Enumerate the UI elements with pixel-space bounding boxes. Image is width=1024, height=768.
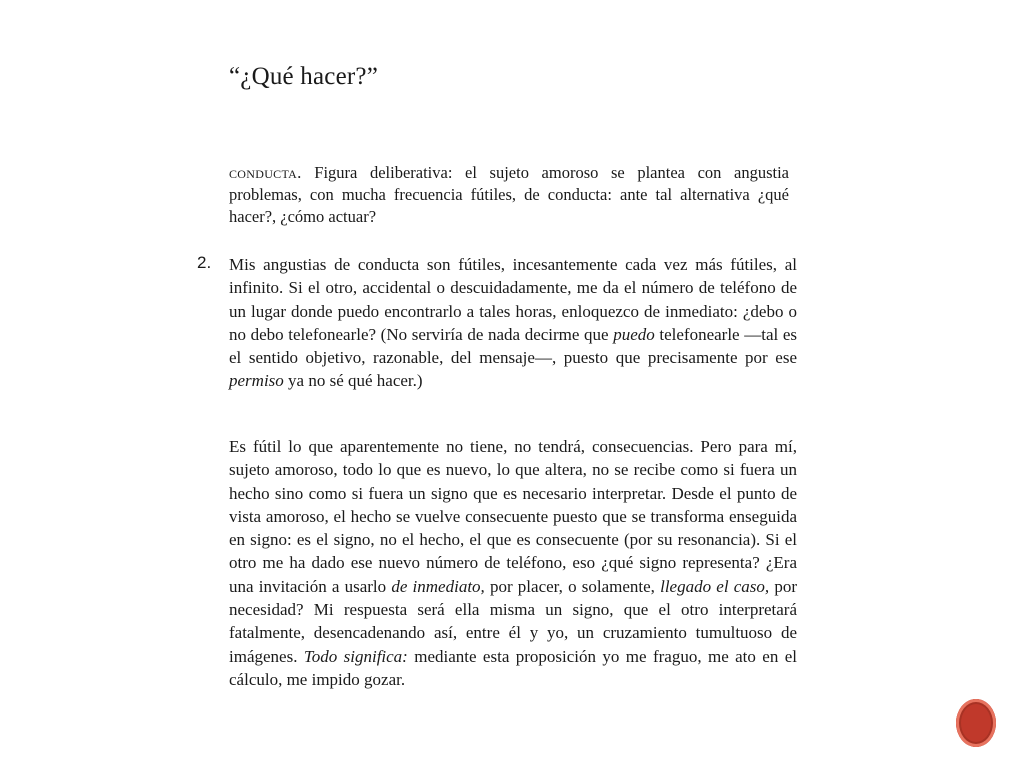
paragraph-2-italic-llegado: llegado el caso, [660, 576, 770, 596]
page-title: “¿Qué hacer?” [229, 63, 378, 90]
slide-number-badge [956, 699, 996, 747]
paragraph-1-italic-puedo: puedo [613, 324, 655, 344]
paragraph-2-text-a: Es fútil lo que aparentemente no tiene, no tendrá, consecuencias. Pero para mí, sujeto amoroso, todo lo que es nuevo, lo que altera, no se recibe como si fuera un hecho sino como si fuera un signo que es necesario interpretar. Desde el punto de vista amoroso, el hecho se vuelve consecuente puesto que se transforma enseguida en signo: es el signo, no el hecho, el que es consecuente (por su resonancia). Si el otro me ha dado ese nuevo número de teléfono, eso ¿qué signo representa? ¿Era una invitación a usarlo [229, 437, 797, 596]
paragraph-1-text-e: ya no sé qué hacer.) [283, 371, 423, 391]
paragraph-2 [229, 435, 797, 691]
paragraph-2-italic-todo-significa: Todo significa: [303, 646, 408, 666]
paragraph-1-text-a: Mis angustias de conducta son fútiles, incesantemente cada vez más fútiles, al infinito. Si el otro, accidental o descuidadamente, me da el número de teléfono de un lugar donde puedo encontrarlo a tales horas, enloquezco de inmediato: ¿debo o no debo telefonearle? (No serviría de nada decirme que [229, 255, 797, 344]
definition-block [229, 162, 789, 228]
paragraph-2-italic-inmediato: de inmediato, [391, 576, 485, 596]
paragraph-1 [229, 253, 797, 393]
paragraph-2-text-e: por necesidad? Mi respuesta será ella misma un signo, que el otro interpretará fatalmente, desencadenando así, entre él y yo, un cruzamiento tumultuoso de imágenes. [229, 576, 797, 666]
section-number: 2. [197, 253, 212, 272]
paragraph-2-text-c: por placer, o solamente, [484, 576, 661, 596]
definition-text: Figura deliberativa: el sujeto amoroso se plantea con angustia problemas, con mucha frecuencia fútiles, de conducta: ante tal alternativa ¿qué hacer?, ¿cómo actuar? [229, 163, 789, 226]
paragraph-1-italic-permiso: permiso [229, 371, 284, 391]
paragraph-1-text-c: telefonearle —tal es el sentido objetivo, razonable, del mensaje—, puesto que precisamente por ese [229, 324, 797, 368]
paragraph-2-text-g: mediante esta proposición yo me fraguo, me ato en el cálculo, me impido gozar. [229, 646, 797, 689]
definition-term: conducta. [229, 163, 302, 182]
